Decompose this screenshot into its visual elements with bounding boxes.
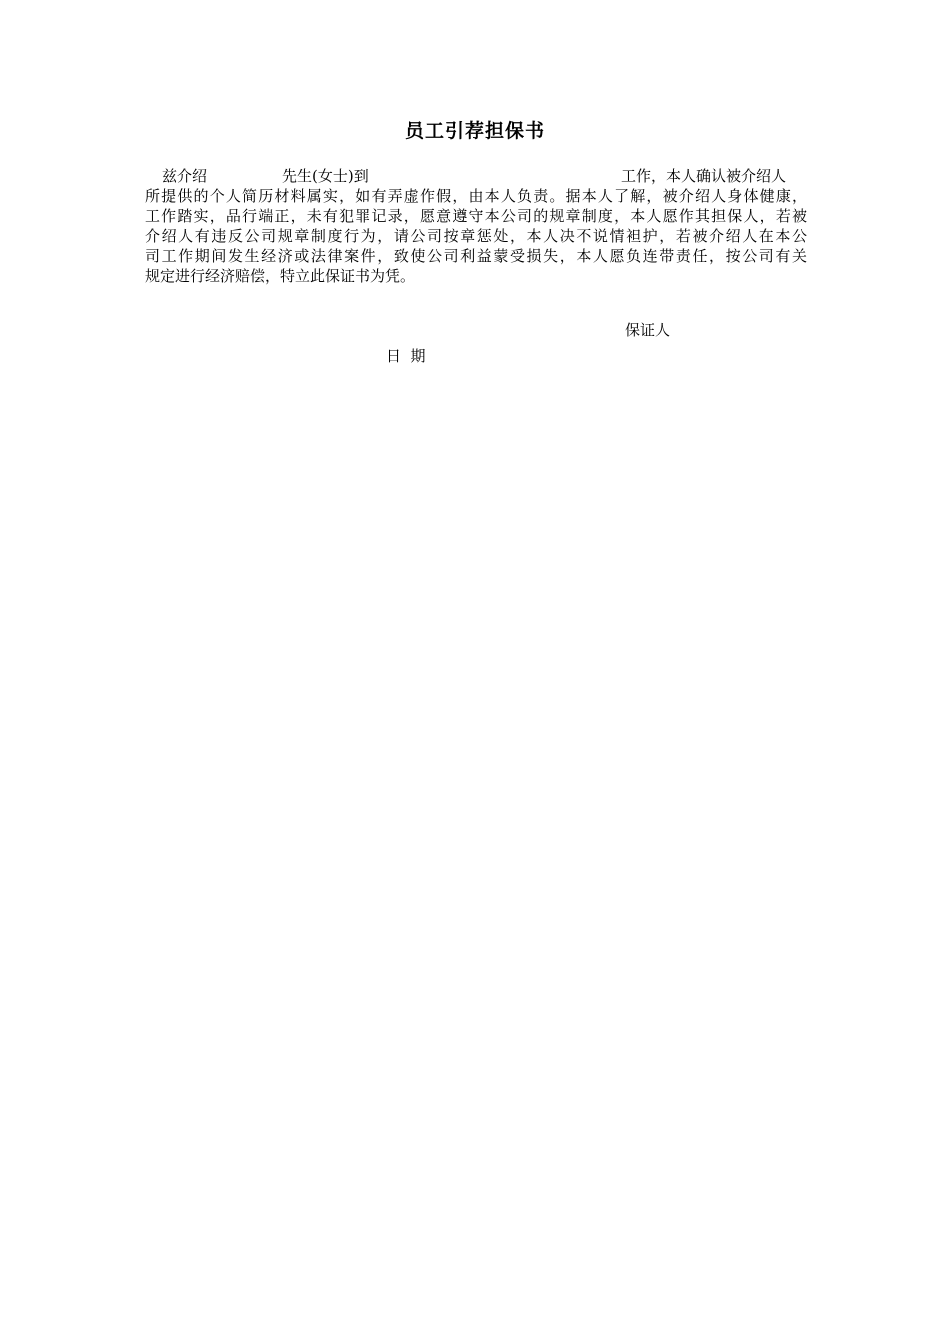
date-label: 日 期 [386, 347, 426, 365]
body-line: 介绍人有违反公司规章制度行为，请公司按章惩处，本人决不说情袒护，若被介绍人在本公 [145, 227, 807, 245]
intro-line [145, 166, 807, 186]
intro-text-3: 工作，本人确认被介绍人 [621, 167, 787, 185]
document-title: 员工引荐担保书 [404, 120, 545, 142]
guarantee-body [145, 166, 807, 286]
intro-text-1: 兹介绍 [162, 167, 208, 185]
body-line: 司工作期间发生经济或法律案件，致使公司利益蒙受损失，本人愿负连带责任，按公司有关 [145, 247, 807, 265]
intro-text-2: 先生(女士)到 [282, 167, 369, 185]
guarantor-label: 保证人 [625, 321, 671, 339]
body-line: 所提供的个人简历材料属实，如有弄虚作假，由本人负责。据本人了解，被介绍人身体健康， [145, 187, 807, 205]
body-line: 工作踏实，品行端正，未有犯罪记录，愿意遵守本公司的规章制度，本人愿作其担保人，若被 [145, 207, 807, 225]
body-line: 规定进行经济赔偿，特立此保证书为凭。 [145, 267, 416, 285]
